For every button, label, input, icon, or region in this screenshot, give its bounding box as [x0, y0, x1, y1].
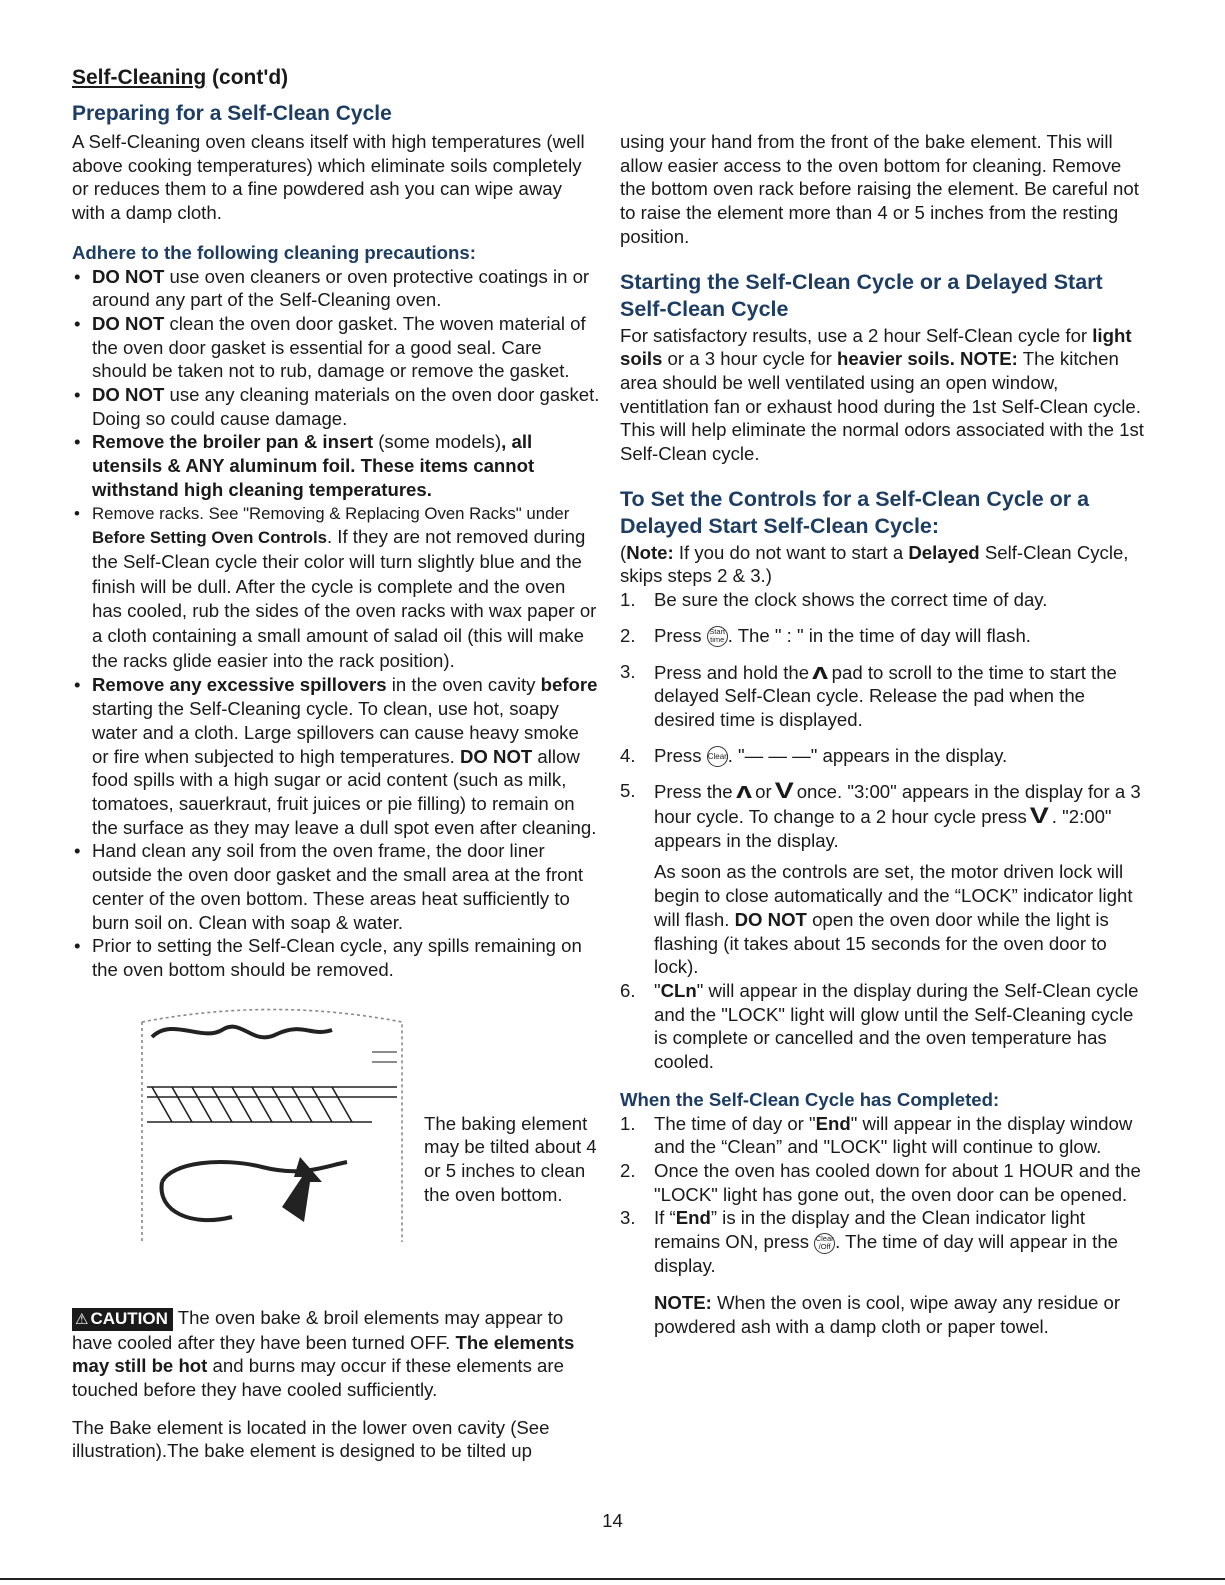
- caution-paragraph: [72, 1306, 600, 1402]
- list-item: [72, 934, 600, 981]
- controls-note: [620, 541, 1150, 588]
- step-text: . The time of day will appear in the display.: [654, 1231, 1119, 1276]
- starting-heading: Starting the Self-Clean Cycle or a Delayed Start Self-Clean Cycle: [620, 269, 1103, 322]
- up-arrow-icon: ʌ: [812, 658, 829, 684]
- step-number: 4.: [620, 744, 636, 766]
- bold-text: DO NOT: [92, 265, 165, 287]
- bold-text: before: [540, 674, 598, 696]
- list-item: [620, 979, 1150, 1074]
- list-item: [72, 383, 600, 430]
- step-text: As soon as the controls are set, the motor driven lock will begin to close automatically and the “LOCK” indicator light will flash.: [654, 861, 1133, 930]
- up-arrow-icon: ʌ: [735, 778, 752, 804]
- step-text: " will appear in the display during the Self-Clean cycle and the "LOCK" light will glow until the Self-Cleaning cycle is complete or cancelled and the oven temperature has cooled.: [654, 979, 1139, 1073]
- step-text: . "— — —" appears in the display.: [727, 744, 1008, 766]
- item-text: allow food spills with a high sugar or acid content (such as milk, tomatoes, sauerkraut, fruit juices or pie filling) to remain on the surface as they may leave a dull spot even after cleaning.: [92, 745, 597, 838]
- bold-text: End: [815, 1112, 851, 1134]
- step-text: If “: [654, 1207, 676, 1229]
- step-text: Press the: [654, 781, 738, 803]
- section-heading-underlined: Self-Cleaning: [72, 66, 207, 89]
- step-number: 5.: [620, 780, 636, 802]
- bold-text: NOTE:: [654, 1292, 712, 1314]
- bold-text: CLn: [660, 979, 697, 1001]
- list-item: [620, 744, 1150, 768]
- warning-triangle-icon: ⚠: [75, 1310, 89, 1328]
- step-number: 3.: [620, 1207, 636, 1229]
- step-text: Press: [654, 744, 707, 766]
- item-text: starting the Self-Cleaning cycle. To clean, use hot, soapy water and a cloth. Large spillovers can cause heavy smoke or fire when subjected to high temperatures.: [92, 698, 579, 767]
- list-item: [620, 1159, 1150, 1206]
- left-column: [72, 130, 600, 1463]
- completed-heading: When the Self-Clean Cycle has Completed:: [620, 1088, 1000, 1110]
- step-text: Press: [654, 624, 707, 646]
- item-text: Hand clean any soil from the oven frame, the door liner outside the oven door gasket and the small area at the front center of the oven bottom. These areas heat sufficiently to burn soil on. Clean with soap & water.: [92, 840, 583, 933]
- list-item: [620, 624, 1150, 648]
- item-text: . If they are not removed during the Self-Clean cycle their color will turn slightly blue and the finish will be dull. After the cycle is complete and the oven has cooled, rub the sides of the oven racks with wax paper or a cloth containing a small amount of salad oil (this will make the racks glide easier into the rack position).: [92, 526, 597, 671]
- page-number: 14: [602, 1510, 623, 1531]
- step-text: ” is in the display and the Clean indicator light remains ON, press: [654, 1207, 1085, 1253]
- list-item: [72, 312, 600, 383]
- bold-text: Remove the broiler pan & insert: [92, 431, 374, 453]
- list-item: [72, 673, 600, 839]
- bold-text: light soils: [620, 324, 1132, 370]
- caution-text: and burns may occur if these elements are touched before they have cooled sufficiently.: [72, 1355, 564, 1401]
- step-number: 6.: [620, 979, 636, 1001]
- step-text: or: [749, 781, 777, 803]
- step-number: 2.: [620, 1159, 636, 1181]
- step-text: ": [654, 979, 661, 1001]
- precautions-heading: Adhere to the following cleaning precautions:: [72, 241, 476, 263]
- caution-badge: [72, 1308, 173, 1331]
- bold-text: Note:: [626, 541, 674, 563]
- completed-steps: [620, 1112, 1150, 1278]
- completed-note: [620, 1291, 1150, 1338]
- controls-steps: [620, 588, 1150, 1074]
- list-item: [72, 502, 600, 674]
- step-text: Press and hold the: [654, 661, 815, 683]
- down-arrow-icon: V: [774, 778, 794, 804]
- item-text: Prior to setting the Self-Clean cycle, any spills remaining on the oven bottom should be removed.: [92, 935, 582, 980]
- bold-text: Before Setting Oven Controls: [92, 528, 327, 548]
- step-text: . The " : " in the time of day will flash.: [727, 624, 1031, 646]
- para-text: When the oven is cool, wipe away any residue or powdered ash with a damp cloth or paper towel.: [654, 1292, 1121, 1338]
- precautions-list: [72, 265, 600, 982]
- para-text: (: [620, 541, 627, 563]
- para-text: or a 3 hour cycle for: [662, 348, 838, 370]
- preparing-heading: Preparing for a Self-Clean Cycle: [72, 102, 392, 125]
- oven-illustration: [132, 992, 412, 1262]
- step-text: Be sure the clock shows the correct time of day.: [654, 589, 1048, 611]
- bold-text: DO NOT: [459, 745, 533, 767]
- caution-text: The oven bake & broil elements may appear to have cooled after they have been turned OFF.: [72, 1306, 564, 1353]
- clear-off-key-icon: Clear /Off: [814, 1233, 835, 1254]
- figure-caption: The baking element may be tilted about 4 or 5 inches to clean the oven bottom.: [424, 1112, 597, 1205]
- bake-element-paragraph: The Bake element is located in the lower oven cavity (See illustration).The bake element is designed to be tilted up: [72, 1416, 550, 1462]
- step-number: 1.: [620, 1112, 636, 1134]
- bold-text: DO NOT: [92, 312, 165, 334]
- item-text: (some models): [373, 431, 502, 453]
- bottom-rule: [0, 1578, 1225, 1580]
- controls-heading: To Set the Controls for a Self-Clean Cycle or a Delayed Start Self-Clean Cycle:: [620, 486, 1090, 539]
- step-number: 3.: [620, 660, 636, 682]
- lock-paragraph: [654, 860, 1150, 979]
- starting-paragraph: [620, 324, 1150, 466]
- list-item: [72, 839, 600, 934]
- list-item: [620, 779, 1150, 979]
- step-text: The time of day or ": [654, 1112, 816, 1134]
- list-item: [72, 265, 600, 312]
- para-text: Self-Clean Cycle, skips steps 2 & 3.): [620, 541, 1129, 587]
- para-text: The kitchen area should be well ventilated using an open window, ventitlation fan or exhaust hood during the 1st Self-Clean cycle. This will help eliminate the normal odors associated with the 1st Self-Clean cycle.: [620, 348, 1144, 465]
- bold-text: DO NOT: [92, 384, 165, 406]
- para-text: For satisfactory results, use a 2 hour Self-Clean cycle for: [620, 324, 1093, 346]
- start-time-key-icon: Start time: [707, 626, 728, 647]
- continuation-paragraph: using your hand from the front of the bake element. This will allow easier access to the oven bottom for cleaning. Remove the bottom oven rack before raising the element. Be careful not to raise the element more than 4 or 5 inches from the resting position.: [620, 131, 1139, 247]
- intro-paragraph: A Self-Cleaning oven cleans itself with high temperatures (well above cooking temperatures) which eliminate soils completely or reduces them to a fine powdered ash you can wipe away with a damp cloth.: [72, 131, 585, 224]
- section-heading-suffix: (cont'd): [206, 66, 289, 89]
- step-number: 1.: [620, 589, 636, 611]
- item-text: in the oven cavity: [386, 674, 541, 696]
- bake-element-figure: [72, 992, 600, 1272]
- step-text: . "2:00" appears in the display.: [654, 806, 1112, 851]
- section-heading: [72, 66, 288, 90]
- para-text: If you do not want to start a: [673, 541, 909, 563]
- bold-text: heavier soils. NOTE:: [837, 348, 1018, 370]
- step-text: open the oven door while the light is flashing (it takes about 15 seconds for the oven door to lock).: [654, 908, 1109, 978]
- step-text: " will appear in the display window and the “Clean” and "LOCK" light will continue to glow.: [654, 1112, 1133, 1158]
- tilt-arrow-icon: [282, 1157, 322, 1222]
- list-item: [72, 430, 600, 501]
- item-text: clean the oven door gasket. The woven material of the oven door gasket is essential for a good seal. Care should be taken not to rub, damage or remove the gasket.: [92, 312, 586, 382]
- step-text: once. "3:00" appears in the display for a 3 hour cycle. To change to a 2 hour cycle press: [654, 781, 1141, 828]
- bold-text: End: [675, 1207, 711, 1229]
- item-text: Remove racks. See "Removing & Replacing Oven Racks" under: [92, 503, 570, 523]
- list-item: [620, 1112, 1150, 1159]
- item-text: use oven cleaners or oven protective coatings in or around any part of the Self-Cleaning oven.: [92, 265, 590, 311]
- clean-key-icon: Clean: [707, 746, 728, 767]
- caution-label: CAUTION: [90, 1308, 168, 1328]
- item-text: use any cleaning materials on the oven door gasket. Doing so could cause damage.: [92, 384, 600, 429]
- list-item: [620, 660, 1150, 732]
- list-item: [620, 588, 1150, 612]
- bold-text: The elements may still be hot: [72, 1331, 575, 1377]
- step-number: 2.: [620, 624, 636, 646]
- bold-text: Delayed: [908, 541, 980, 563]
- step-text: pad to scroll to the time to start the delayed Self-Clean cycle. Release the pad when the desired time is displayed.: [654, 661, 1117, 730]
- bold-text: Remove any excessive spillovers: [92, 674, 387, 696]
- down-arrow-icon: V: [1029, 803, 1049, 829]
- right-column: [620, 130, 1150, 1339]
- list-item: [620, 1206, 1150, 1277]
- bold-text: , all utensils & ANY aluminum foil. These items cannot withstand high cleaning temperatures.: [92, 431, 535, 500]
- step-text: Once the oven has cooled down for about 1 HOUR and the "LOCK" light has gone out, the oven door can be opened.: [654, 1159, 1141, 1205]
- bold-text: DO NOT: [734, 908, 807, 930]
